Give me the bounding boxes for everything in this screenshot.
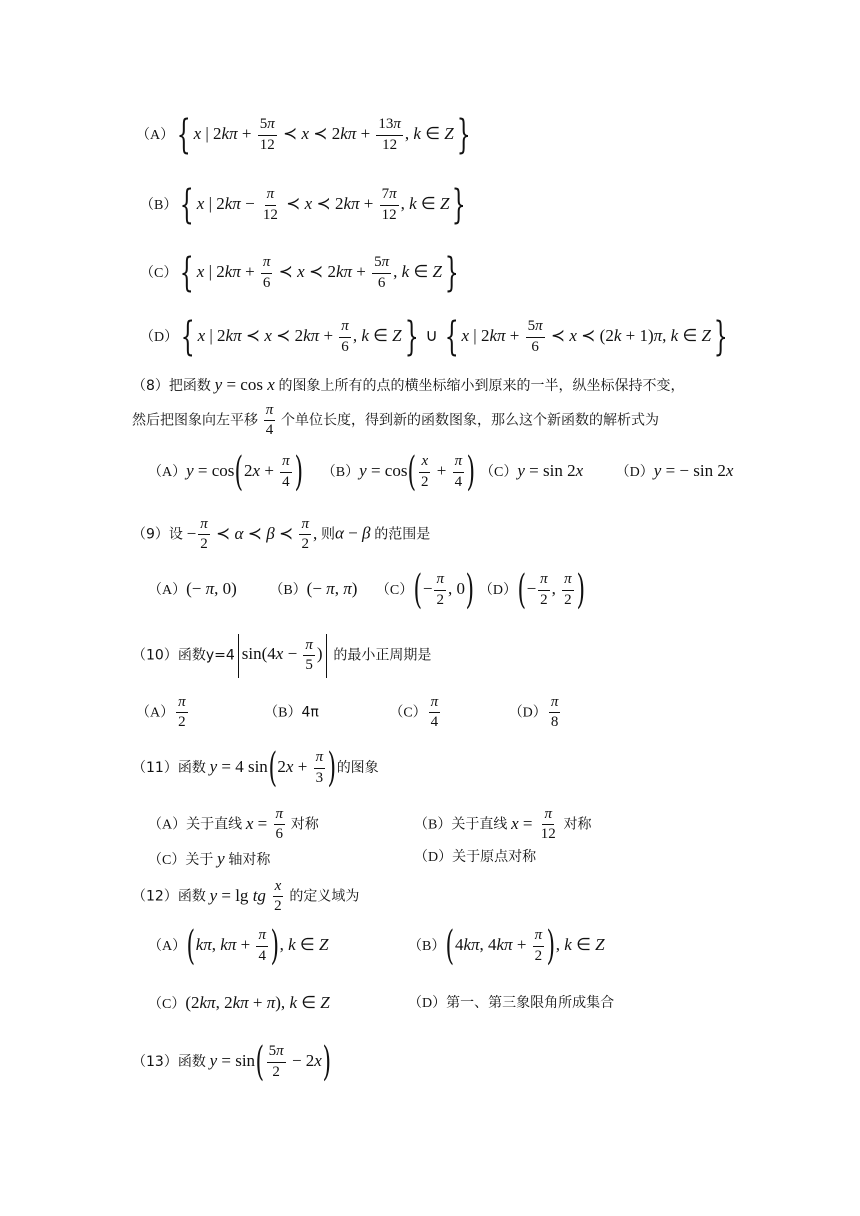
option-label: （A） [148,938,187,954]
q13-line: （13）函数 y = sin( $\frac{5\pi}{2}$ − 2x) [132,1039,331,1085]
q10-options: （A） $\frac{\pi}{2}$ （B）4π （C） $\frac{\pi}{4}$ （D） $\frac{\pi}{8}$ [136,694,559,731]
option-label: （A） [148,464,187,480]
q8-text: 把函数 [168,378,211,394]
q9-text: 则 [320,526,335,543]
option-text: 关于 [185,852,214,868]
question-number: （11） [132,759,178,776]
option-text: 轴对称 [228,852,271,868]
q11-option-c: （C）关于 y 轴对称 [148,849,271,868]
option-label: （D） [408,996,447,1011]
q12-text: 的定义域为 [289,888,360,905]
q11-option-a: （A）关于直线 x = $\frac{\pi}{6}$ 对称 [148,806,319,843]
option-text: 关于直线 [451,816,508,833]
q13-text: 函数 [177,1053,206,1070]
q7-option-b: （B）{ x | 2kπ − $\frac{\pi}{12}$ ≺ x ≺ 2kπ + $\frac{7\pi}{12}$ , k ∈ Z} [140,182,467,228]
question-number: （13） [132,1053,178,1070]
q12-option-d [408,996,614,1011]
option-b-value: 4π [301,704,319,721]
q8-options: （A）y = cos(2x + $\frac{\pi}{4}$ ) （B）y = cos( $\frac{x}{2}$ + $\frac{\pi}{4}$ ) （C）y = sin 2x （D）y = − sin 2x [148,449,734,495]
option-text: 第一、第三象限角所成集合 [446,995,615,1011]
q8-line-1: （8）把函数 y = cos x 的图象上所有的点的横坐标缩小到原来的一半，纵坐标保持不变， [132,375,685,394]
option-label: （B） [264,705,302,721]
q11-line: （11）函数 y = 4 sin(2x + $\frac{\pi}{3}$ )的图象 [132,745,379,791]
option-label: （B） [408,938,446,954]
option-label: （C） [389,705,427,721]
q9-line: （9）设 − $\frac{\pi}{2}$ ≺ α ≺ β ≺ $\frac{\pi}{2}$ , 则α − β 的范围是 [132,516,431,553]
option-label: （A） [148,582,187,598]
option-label: （B） [321,464,360,480]
option-label: （D） [140,329,179,345]
q8-line-2: 然后把图象向左平移 $\frac{\pi}{4}$ 个单位长度，得到新的函数图象，那么这个新函数的解析式为 [132,402,660,439]
option-label: （D） [508,705,547,721]
question-number: （8） [132,378,169,394]
q12-option-c: （C）(2kπ, 2kπ + π), k ∈ Z [148,993,330,1012]
option-label: （C） [375,582,414,598]
question-number: （10） [132,647,178,664]
option-text: 关于直线 [186,816,243,833]
q12-text: 函数 [177,888,206,905]
q8-text: 个单位长度，得到新的函数图象，那么这个新函数的解析式为 [281,412,660,429]
q9-text: 设 [168,526,183,543]
q8-text: 的图象上所有的点的横坐标缩小到原来的一半，纵坐标保持不变， [278,378,685,394]
q12-option-a: （A）(kπ, kπ + $\frac{\pi}{4}$ ), k ∈ Z [148,923,329,969]
q12-option-b: （B）(4kπ, 4kπ + $\frac{\pi}{2}$ ), k ∈ Z [408,923,605,969]
option-label: （C） [480,464,518,480]
option-text: 关于原点对称 [452,849,537,865]
option-text: 对称 [290,816,319,833]
option-label: （A） [136,705,175,721]
q10-line: （10）函数y=4 sin(4x − $\frac{\pi}{5}$ ) 的最小正周期是 [132,634,431,678]
option-label: （D） [615,464,654,480]
option-label: （C） [148,853,186,868]
option-label: （A） [148,817,187,833]
q11-text: 函数 [177,759,206,776]
q8-text: 然后把图象向左平移 [132,412,258,429]
q7-option-d: （D）{ x | 2kπ ≺ x ≺ 2kπ + $\frac{\pi}{6}$ , k ∈ Z} ∪ { x | 2kπ + $\frac{5\pi}{6}$ ≺ x ≺ (2k + 1)π, k ∈ Z} [140,314,728,360]
question-number: （12） [132,888,178,905]
q10-text: 函数y=4 [177,647,235,664]
q7-option-a: （A）{ x | 2kπ + $\frac{5\pi}{12}$ ≺ x ≺ 2kπ + $\frac{13\pi}{12}$ , k ∈ Z} [136,112,471,158]
q7-option-c: （C）{ x | 2kπ + $\frac{\pi}{6}$ ≺ x ≺ 2kπ + $\frac{5\pi}{6}$ , k ∈ Z} [140,250,459,296]
q12-line: （12）函数 y = lg tg $\frac{x}{2}$ 的定义域为 [132,878,360,915]
q9-text: 的范围是 [374,526,431,543]
question-number: （9） [132,526,169,543]
option-label: （D） [478,582,517,598]
q11-option-b: （B）关于直线 x = $\frac{\pi}{12}$ 对称 [414,806,592,843]
option-label: （A） [136,127,175,143]
q9-options: （A）(− π, 0) （B）(− π, π) （C）(− $\frac{\pi}{2}$ , 0) （D）(− $\frac{\pi}{2}$ , $\frac{\pi}{2}$ ) [148,567,585,613]
option-label: （B） [414,817,452,833]
option-label: （B） [140,197,178,213]
q11-text: 的图象 [336,759,379,776]
option-label: （D） [414,850,453,865]
option-text: 对称 [563,816,592,833]
option-label: （C） [148,997,186,1012]
option-label: （B） [269,582,307,598]
option-label: （C） [140,265,178,281]
q10-text: 的最小正周期是 [333,647,432,664]
q11-option-d [414,850,536,865]
